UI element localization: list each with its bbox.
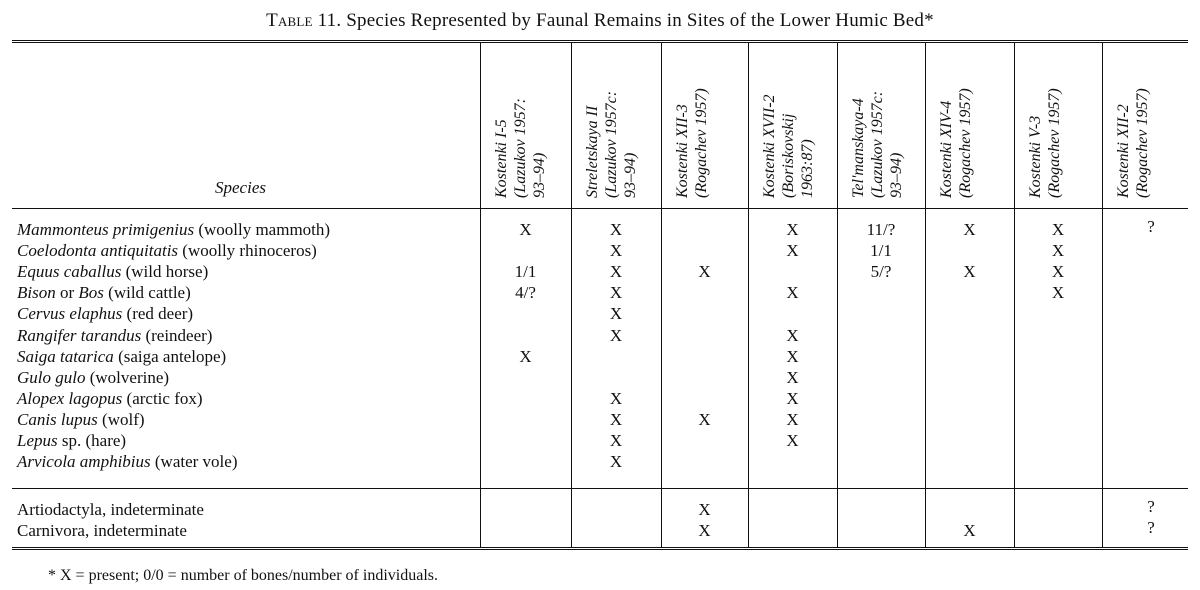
scientific-name: Gulo gulo (17, 367, 86, 387)
table-cell: 4/? (515, 283, 536, 303)
table-cell: X (1051, 283, 1065, 303)
site-column-header (849, 58, 906, 198)
site-reference: (Boriskovskij (780, 113, 797, 198)
site-name: Kostenki XII-3 (674, 104, 691, 198)
site-reference: (Rogachev 1957) (957, 88, 974, 198)
column-divider (571, 43, 572, 547)
table-cell: X (786, 388, 799, 408)
scientific-name: Mammonteus primigenius (17, 220, 195, 239)
scientific-name: Saiga tatarica (17, 346, 114, 366)
table-cell: X (786, 241, 799, 261)
species-row-label: Equus caballus (wild horse) (17, 262, 209, 282)
scientific-name: Lepus (17, 431, 58, 450)
scientific-name: Arvicola amphibius (17, 452, 151, 472)
site-name: Tel'manskaya-4 (850, 98, 867, 198)
scientific-name: Cervus elaphus (17, 304, 123, 324)
table-cell: 1/1 (514, 262, 537, 282)
top-double-rule (12, 40, 1188, 43)
table-cell: X (609, 241, 623, 261)
species-row-label: Gulo gulo (wolverine) (17, 367, 170, 387)
table-cell: X (786, 431, 799, 450)
species-row-label: Lepus sp. (hare) (17, 431, 127, 450)
column-divider (748, 43, 749, 547)
table-cell: X (698, 262, 711, 282)
column-divider (480, 43, 481, 547)
species-row-label: Mammonteus primigenius (woolly mammoth) (17, 220, 331, 239)
site-reference: 93–94) (888, 152, 905, 198)
table-cell: 1/1 (870, 241, 892, 261)
bottom-double-rule (12, 547, 1188, 550)
table-cell: X (609, 304, 623, 324)
scientific-name: Alopex lagopus (17, 388, 123, 408)
site-name: Streletskaya II (584, 105, 601, 198)
scientific-name: Canis lupus (17, 409, 98, 429)
site-name: Kostenki I-5 (493, 119, 510, 198)
site-reference: (Lazukov 1957c: (603, 90, 620, 198)
species-row-label: Alopex lagopus (arctic fox) (17, 388, 203, 408)
species-row-label: Rangifer tarandus (reindeer) (17, 325, 213, 345)
site-column-header (1026, 58, 1064, 198)
site-column-header (1114, 58, 1152, 198)
species-row-label: Cervus elaphus (red deer) (17, 304, 194, 324)
species-row-label: Arvicola amphibius (water vole) (17, 452, 238, 472)
table-title (0, 10, 1200, 32)
scientific-name: Coelodonta antiquitatis (17, 241, 179, 261)
table-footnote: * X = present; 0/0 = number of bones/number of individuals. (48, 567, 438, 584)
site-reference: (Rogachev 1957) (1046, 88, 1063, 198)
site-column-header (492, 58, 549, 198)
species-row-label: Coelodonta antiquitatis (woolly rhinoceros) (17, 241, 317, 261)
scientific-name: Bison (17, 283, 56, 303)
species-row-label: Canis lupus (wolf) (17, 409, 145, 429)
table-cell: X (698, 409, 711, 429)
table-cell: X (519, 346, 532, 366)
table-cell: X (963, 220, 976, 239)
table-cell: X (1051, 241, 1065, 261)
table-cell: X (786, 325, 799, 345)
table-cell: X (963, 521, 976, 540)
site-reference: (Lazukov 1957: (512, 98, 529, 198)
species-row-label: Saiga tatarica (saiga antelope) (17, 346, 227, 366)
site-reference: (Lazukov 1957c: (869, 90, 886, 198)
site-column-header (673, 58, 711, 198)
table-cell: X (1051, 220, 1065, 239)
scientific-name: Rangifer tarandus (17, 325, 142, 345)
site-reference: 93–94) (622, 152, 639, 198)
table-cell: X (609, 325, 623, 345)
column-divider (1014, 43, 1015, 547)
table-cell: 11/? (866, 220, 896, 239)
site-column-header (937, 58, 975, 198)
table-cell: X (609, 283, 623, 303)
site-name: Kostenki XIV-4 (938, 100, 955, 198)
table-caption: Species Represented by Faunal Remains in Sites of the Lower Humic Bed* (346, 10, 934, 31)
table-cell: X (609, 452, 623, 472)
indeterminate-row-label: Carnivora, indeterminate (17, 521, 187, 540)
column-divider (661, 43, 662, 547)
table-cell: ? (1147, 217, 1155, 236)
table-cell: X (786, 283, 799, 303)
site-column-header (760, 58, 817, 198)
table-cell: X (609, 409, 623, 429)
site-name: Kostenki XII-2 (1115, 104, 1132, 198)
table-cell: 5/? (870, 262, 892, 282)
site-reference: (Rogachev 1957) (1134, 88, 1151, 198)
column-divider (925, 43, 926, 547)
table-cell: X (609, 220, 623, 239)
site-reference: 93–94) (531, 152, 548, 198)
table-cell: X (698, 521, 711, 540)
species-column-header: Species (215, 178, 266, 197)
column-divider (1102, 43, 1103, 547)
table-cell: X (609, 431, 623, 450)
scientific-name: Equus caballus (17, 262, 122, 282)
table-cell: X (963, 262, 976, 282)
table-cell: X (519, 220, 532, 239)
scientific-name: Bos (78, 283, 104, 303)
table-cell: X (786, 409, 799, 429)
site-name: Kostenki V-3 (1027, 115, 1044, 198)
header-rule (12, 208, 1188, 209)
group-separator-rule (12, 488, 1188, 489)
table-cell: X (698, 500, 711, 519)
indeterminate-row-label: Artiodactyla, indeterminate (17, 500, 204, 519)
table-cell: ? (1147, 518, 1155, 537)
site-name: Kostenki XVII-2 (761, 94, 778, 198)
table-cell: X (609, 388, 623, 408)
table-cell: X (786, 220, 799, 239)
site-reference: 1963:87) (799, 139, 816, 198)
table-cell: X (609, 262, 623, 282)
species-row-label: Bison or Bos (wild cattle) (17, 283, 191, 303)
site-reference: (Rogachev 1957) (693, 88, 710, 198)
table-cell: ? (1147, 497, 1155, 516)
table-cell: X (786, 346, 799, 366)
site-column-header (583, 58, 640, 198)
table-number: Table 11. (266, 10, 342, 31)
column-divider (837, 43, 838, 547)
table-cell: X (786, 367, 799, 387)
table-cell: X (1051, 262, 1065, 282)
